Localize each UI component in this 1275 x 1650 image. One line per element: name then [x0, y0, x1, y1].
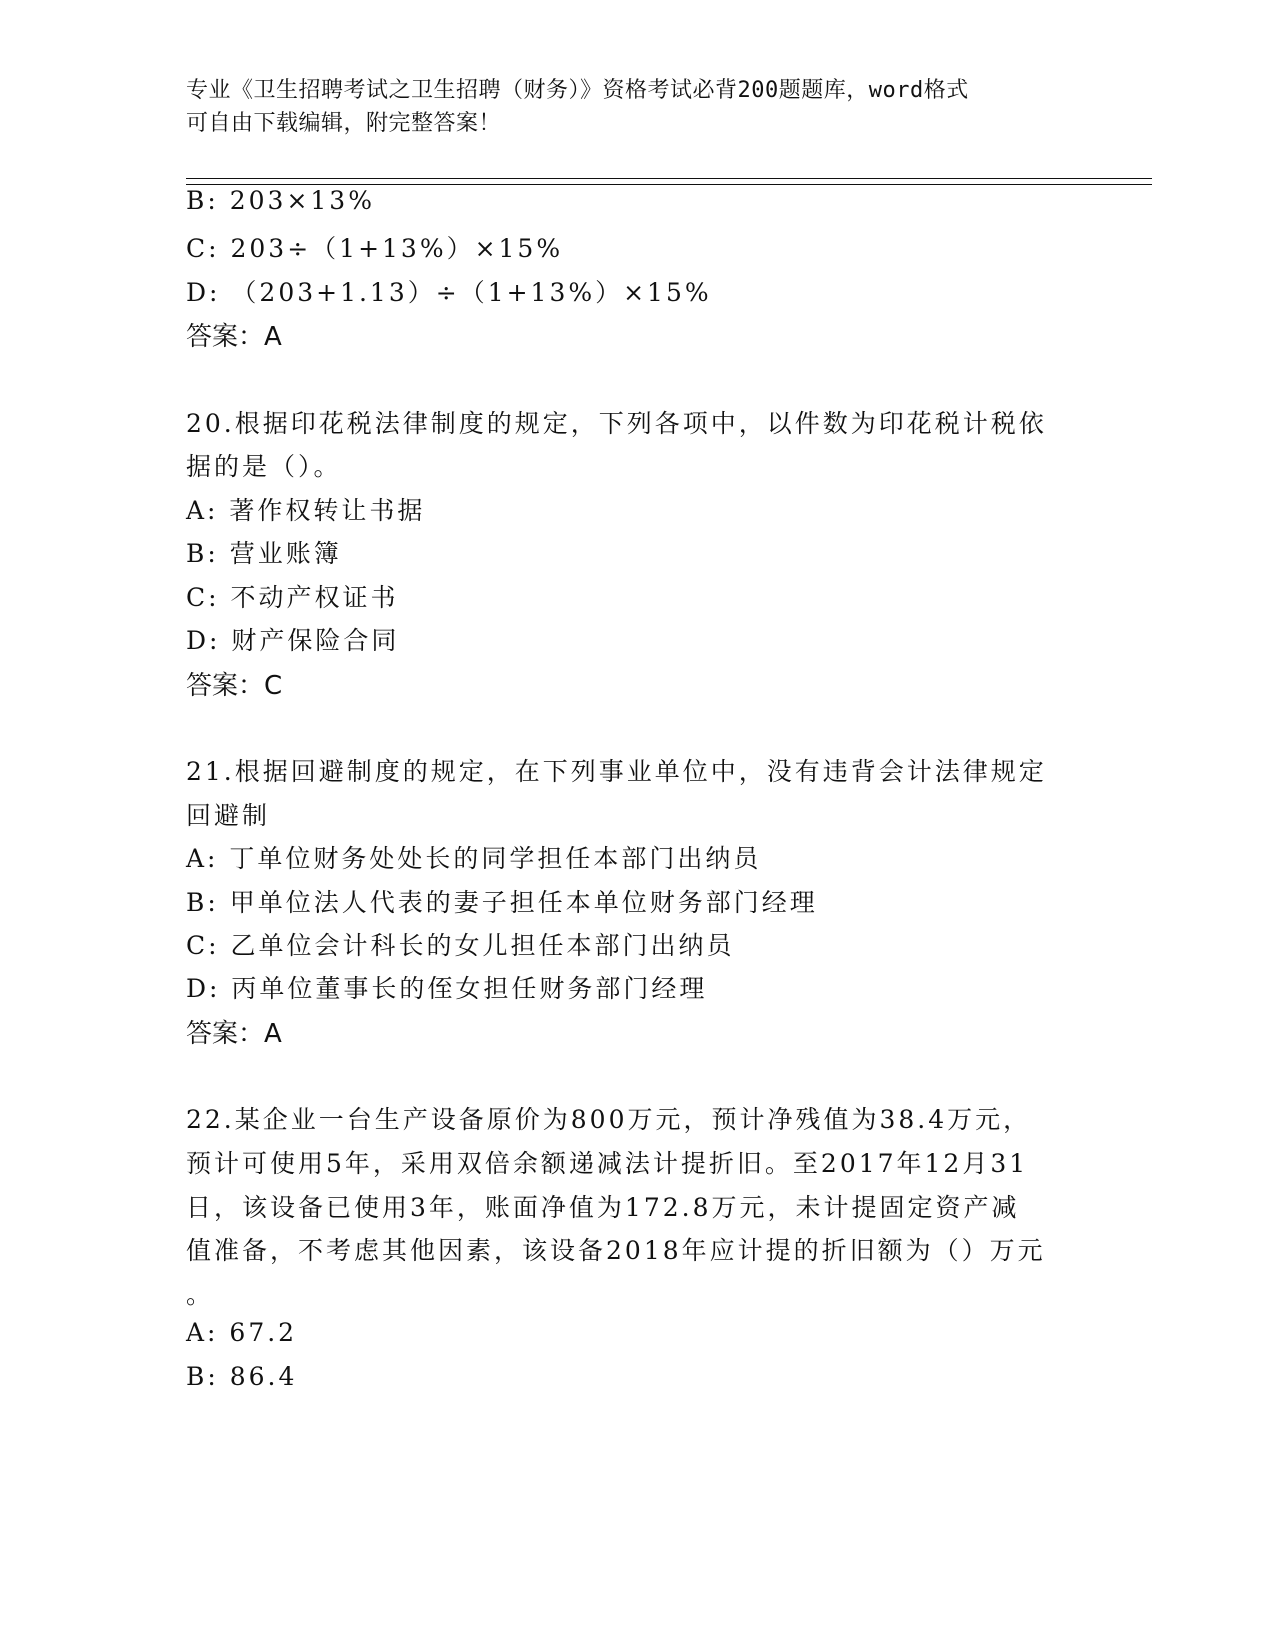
- q21-option-c: C: 乙单位会计科长的女儿担任本部门出纳员: [186, 931, 735, 960]
- prev-option-c: C: 203÷（1+13%）×15%: [186, 234, 564, 263]
- q20-option-a: A: 著作权转让书据: [186, 496, 426, 525]
- header-divider: [186, 178, 1152, 185]
- q20-stem-line-1: 20.根据印花税法律制度的规定，下列各项中，以件数为印花税计税依: [186, 409, 1047, 438]
- q20-option-b: B: 营业账簿: [186, 539, 342, 568]
- prev-option-d: D: （203+1.13）÷（1+13%）×15%: [186, 278, 712, 307]
- q21-stem-line-2: 回避制: [186, 801, 271, 830]
- q21-option-b: B: 甲单位法人代表的妻子担任本单位财务部门经理: [186, 888, 818, 917]
- prev-answer: 答案：A: [186, 322, 282, 352]
- q22-stem-line-4: 值准备，不考虑其他因素，该设备2018年应计提的折旧额为（）万元: [186, 1236, 1046, 1265]
- q22-stem-line-1: 22.某企业一台生产设备原价为800万元，预计净残值为38.4万元，: [186, 1105, 1032, 1134]
- q20-option-d: D: 财产保险合同: [186, 626, 400, 655]
- q20-option-c: C: 不动产权证书: [186, 583, 399, 612]
- prev-option-b: B: 203×13%: [186, 186, 375, 215]
- q22-stem-line-5: 。: [186, 1280, 215, 1309]
- q22-stem-line-2: 预计可使用5年，采用双倍余额递减法计提折旧。至2017年12月31: [186, 1149, 1029, 1178]
- q21-stem-line-1: 21.根据回避制度的规定，在下列事业单位中，没有违背会计法律规定: [186, 757, 1047, 786]
- header-line-2: 可自由下载编辑，附完整答案！: [186, 111, 502, 136]
- q22-stem-line-3: 日，该设备已使用3年，账面净值为172.8万元，未计提固定资产减: [186, 1193, 1020, 1222]
- q21-option-a: A: 丁单位财务处处长的同学担任本部门出纳员: [186, 844, 762, 873]
- header-line-1: 专业《卫生招聘考试之卫生招聘（财务）》资格考试必背200题题库，word格式: [186, 78, 969, 103]
- document-header: [186, 74, 1086, 140]
- q21-option-d: D: 丙单位董事长的侄女担任财务部门经理: [186, 974, 708, 1003]
- q21-answer: 答案：A: [186, 1019, 282, 1049]
- q22-option-a: A: 67.2: [186, 1318, 298, 1347]
- q22-option-b: B: 86.4: [186, 1362, 298, 1391]
- q20-answer: 答案：C: [186, 671, 283, 701]
- q20-stem-line-2: 据的是（）。: [186, 452, 342, 481]
